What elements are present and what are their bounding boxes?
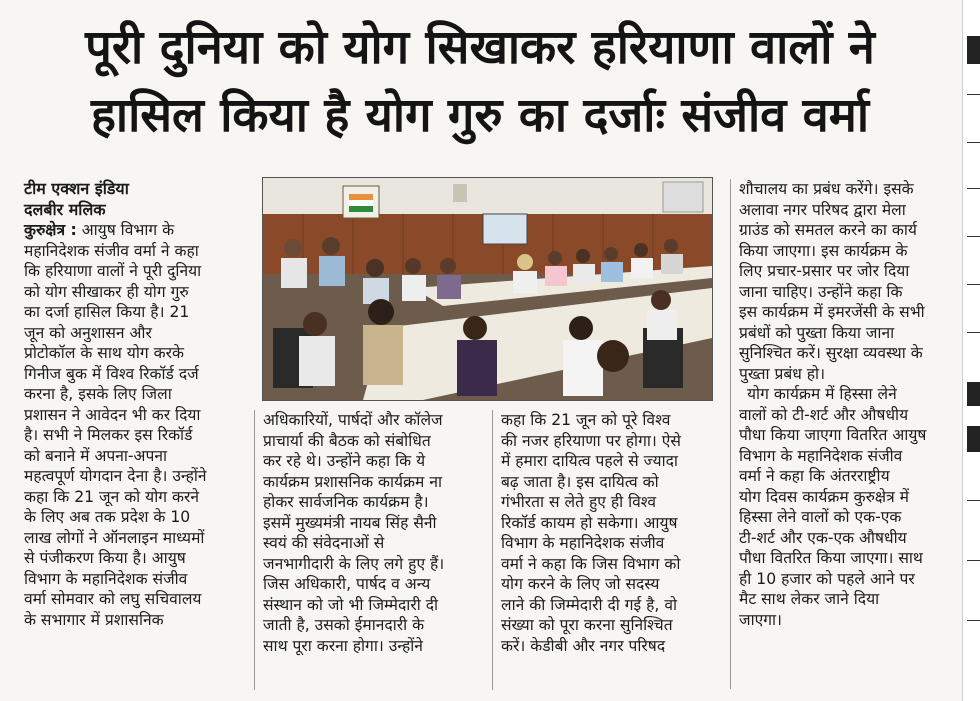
col4-line: लिए प्रचार-प्रसार पर जोर दिया	[739, 262, 910, 280]
col1-line: महानिदेशक संजीव वर्मा ने कहा	[24, 241, 199, 260]
col1-line	[24, 220, 246, 241]
article-column-1	[24, 179, 246, 630]
col4-line: वर्मा ने कहा कि अंतरराष्ट्रीय	[739, 467, 890, 485]
col3-line: गंभीरता स लेते हुए ही विश्व	[501, 493, 657, 511]
col4-line: पौधा किया जाएगा वितरित आयुष	[739, 426, 927, 444]
col4-line: योग कार्यक्रम में हिस्सा लेने	[747, 385, 897, 403]
col1-line: से पंजीकरण किया है। आयुष	[24, 549, 186, 567]
col4-line: अलावा नगर परिषद द्वारा मेला	[739, 200, 906, 219]
col4-line: पौधा वितरित किया जाएगा। साथ	[739, 549, 923, 567]
col1-line: है। सभी ने मिलकर इस रिकॉर्ड	[24, 426, 193, 444]
col3-line: वर्मा ने कहा कि जिस विभाग को	[501, 554, 681, 573]
col2-line: प्राचार्या की बैठक को संबोधित	[263, 431, 431, 450]
edge-bar	[967, 36, 980, 64]
col1-line: प्रोटोकॉल के साथ योग करके	[24, 344, 184, 362]
col1-line: गिनीज बुक में विश्व रिकॉर्ड दर्ज	[24, 364, 199, 383]
column-rule	[730, 179, 731, 689]
col1-body	[24, 241, 246, 631]
col2-line: कार्यक्रम प्रशासनिक कार्यक्रम ना	[263, 472, 443, 491]
col1-line: के लिए अब तक प्रदेश के 10	[24, 508, 191, 526]
col2-line: कर रहे थे। उन्होंने कहा कि ये	[263, 452, 426, 470]
edge-bar	[967, 382, 980, 406]
col2-line: जनभागीदारी के लिए लगे हुए हैं।	[263, 554, 445, 573]
headline-line-2: हासिल किया है योग गुरु का दर्जाः संजीव वर्मा	[90, 88, 870, 143]
col4-line: मैट साथ लेकर जाने दिया	[739, 590, 880, 608]
col3-line: की नजर हरियाणा पर होगा। ऐसे	[501, 431, 681, 450]
column-rule	[492, 410, 493, 690]
col3-line: करें। केडीबी और नगर परिषद	[501, 636, 666, 655]
meeting-photo	[262, 177, 713, 401]
col4-line: वालों को टी-शर्ट और औषधीय	[739, 405, 909, 424]
col2-line: साथ पूरा करना होगा। उन्होंने	[263, 636, 423, 655]
col4-line: हिस्सा लेने वालों को एक-एक	[739, 508, 902, 526]
col4-line: इस कार्यक्रम में इमरजेंसी के सभी	[739, 303, 925, 321]
col4-line: विभाग के महानिदेशक संजीव	[739, 446, 903, 465]
col4-line: शौचालय का प्रबंध करेंगे। इसके	[739, 180, 914, 198]
column-rule	[254, 410, 255, 690]
col2-line: अधिकारियों, पार्षदों और कॉलेज	[263, 411, 443, 429]
article-column-2	[263, 410, 485, 656]
col4-line: पुख्ता प्रबंध हो।	[739, 364, 826, 383]
col3-line: लाने की जिम्मेदारी दी गई है, वो	[501, 595, 678, 614]
col3-line: संख्या को पूरा करना सुनिश्चित	[501, 616, 673, 634]
meeting-photo-illustration	[263, 178, 712, 400]
byline-org: टीम एक्शन इंडिया	[24, 179, 129, 198]
edge-bar	[967, 426, 980, 452]
col4-line: ग्राउंड को समतल करने का कार्य	[739, 221, 917, 239]
edge-line	[967, 188, 980, 189]
col4-line: जाएगा।	[739, 610, 782, 629]
col4-body	[739, 179, 961, 630]
col3-line: बढ़ जाता है। इस दायित्व को	[501, 472, 659, 491]
col1-line: को योग सीखाकर ही योग गुरु	[24, 282, 189, 301]
col1-line: को बनाने में अपना-अपना	[24, 446, 168, 465]
col4-line: किया जाएगा। इस कार्यक्रम के	[739, 241, 908, 260]
col3-line: योग करने के लिए जो सदस्य	[501, 575, 660, 593]
edge-line	[967, 332, 980, 333]
byline-author: दलबीर मलिक	[24, 199, 106, 219]
col4-line: जाना चाहिए। उन्होंने कहा कि	[739, 282, 903, 301]
col4-line: सुनिश्चित करें। सुरक्षा व्यवस्था के	[739, 344, 923, 362]
edge-line	[967, 236, 980, 237]
col3-line: रिकॉर्ड कायम हो सकेगा। आयुष	[501, 513, 678, 532]
col1-line: वर्मा सोमवार को लघु सचिवालय	[24, 590, 202, 608]
col2-line: संस्थान को जो भी जिम्मेदारी दी	[263, 595, 439, 614]
col1-line: प्रशासन ने आवेदन भी कर दिया	[24, 405, 201, 424]
col4-line: प्रबंधों को पुख्ता किया जाना	[739, 323, 895, 342]
col1-line: करना है, इसके लिए जिला	[24, 385, 172, 403]
col1-line: लाख लोगों ने ऑनलाइन माध्यमों	[24, 528, 205, 547]
col2-line: होकर सार्वजनिक कार्यक्रम है।	[263, 493, 429, 511]
edge-line	[967, 500, 980, 501]
article-column-3	[501, 410, 723, 656]
col2-line: जिस अधिकारी, पार्षद व अन्य	[263, 575, 431, 593]
col1-line: कि हरियाणा वालों ने पूरी दुनिया	[24, 262, 202, 280]
col4-line: ही 10 हजार को पहले आने पर	[739, 569, 915, 588]
col3-line: विभाग के महानिदेशक संजीव	[501, 534, 665, 552]
col1-line: विभाग के महानिदेशक संजीव	[24, 569, 188, 588]
dateline: कुरुक्षेत्र :	[24, 221, 77, 239]
col1-line: आयुष विभाग के	[81, 221, 175, 239]
col2-line: इसमें मुख्यमंत्री नायब सिंह सैनी	[263, 513, 437, 532]
adjacent-page-edge	[962, 0, 980, 701]
col1-line: जून को अनुशासन और	[24, 323, 152, 342]
col1-line: कहा कि 21 जून को योग करने	[24, 487, 200, 506]
edge-line	[967, 94, 980, 95]
edge-line	[967, 284, 980, 285]
col3-line: में हमारा दायित्व पहले से ज्यादा	[501, 452, 678, 470]
col2-body	[263, 410, 485, 656]
col2-line: जाती है, उसको ईमानदारी के	[263, 616, 425, 634]
col3-body	[501, 410, 723, 656]
col3-line: कहा कि 21 जून को पूरे विश्व	[501, 411, 671, 429]
col1-line: के सभागार में प्रशासनिक	[24, 610, 164, 629]
headline-line-1: पूरी दुनिया को योग सिखाकर हरियाणा वालों ने	[85, 20, 875, 75]
edge-line	[967, 560, 980, 561]
headline	[0, 14, 960, 150]
col4-line: टी-शर्ट और एक-एक औषधीय	[739, 528, 907, 547]
col1-line: महत्वपूर्ण योगदान देना है। उन्होंने	[24, 467, 207, 485]
article-column-4	[739, 179, 961, 630]
col4-line: योग दिवस कार्यक्रम कुरुक्षेत्र में	[739, 487, 909, 506]
col1-line: का दर्जा हासिल किया है। 21	[24, 303, 190, 321]
edge-line	[967, 142, 980, 143]
edge-line	[967, 620, 980, 621]
col2-line: स्वयं की संवेदनाओं से	[263, 534, 385, 552]
